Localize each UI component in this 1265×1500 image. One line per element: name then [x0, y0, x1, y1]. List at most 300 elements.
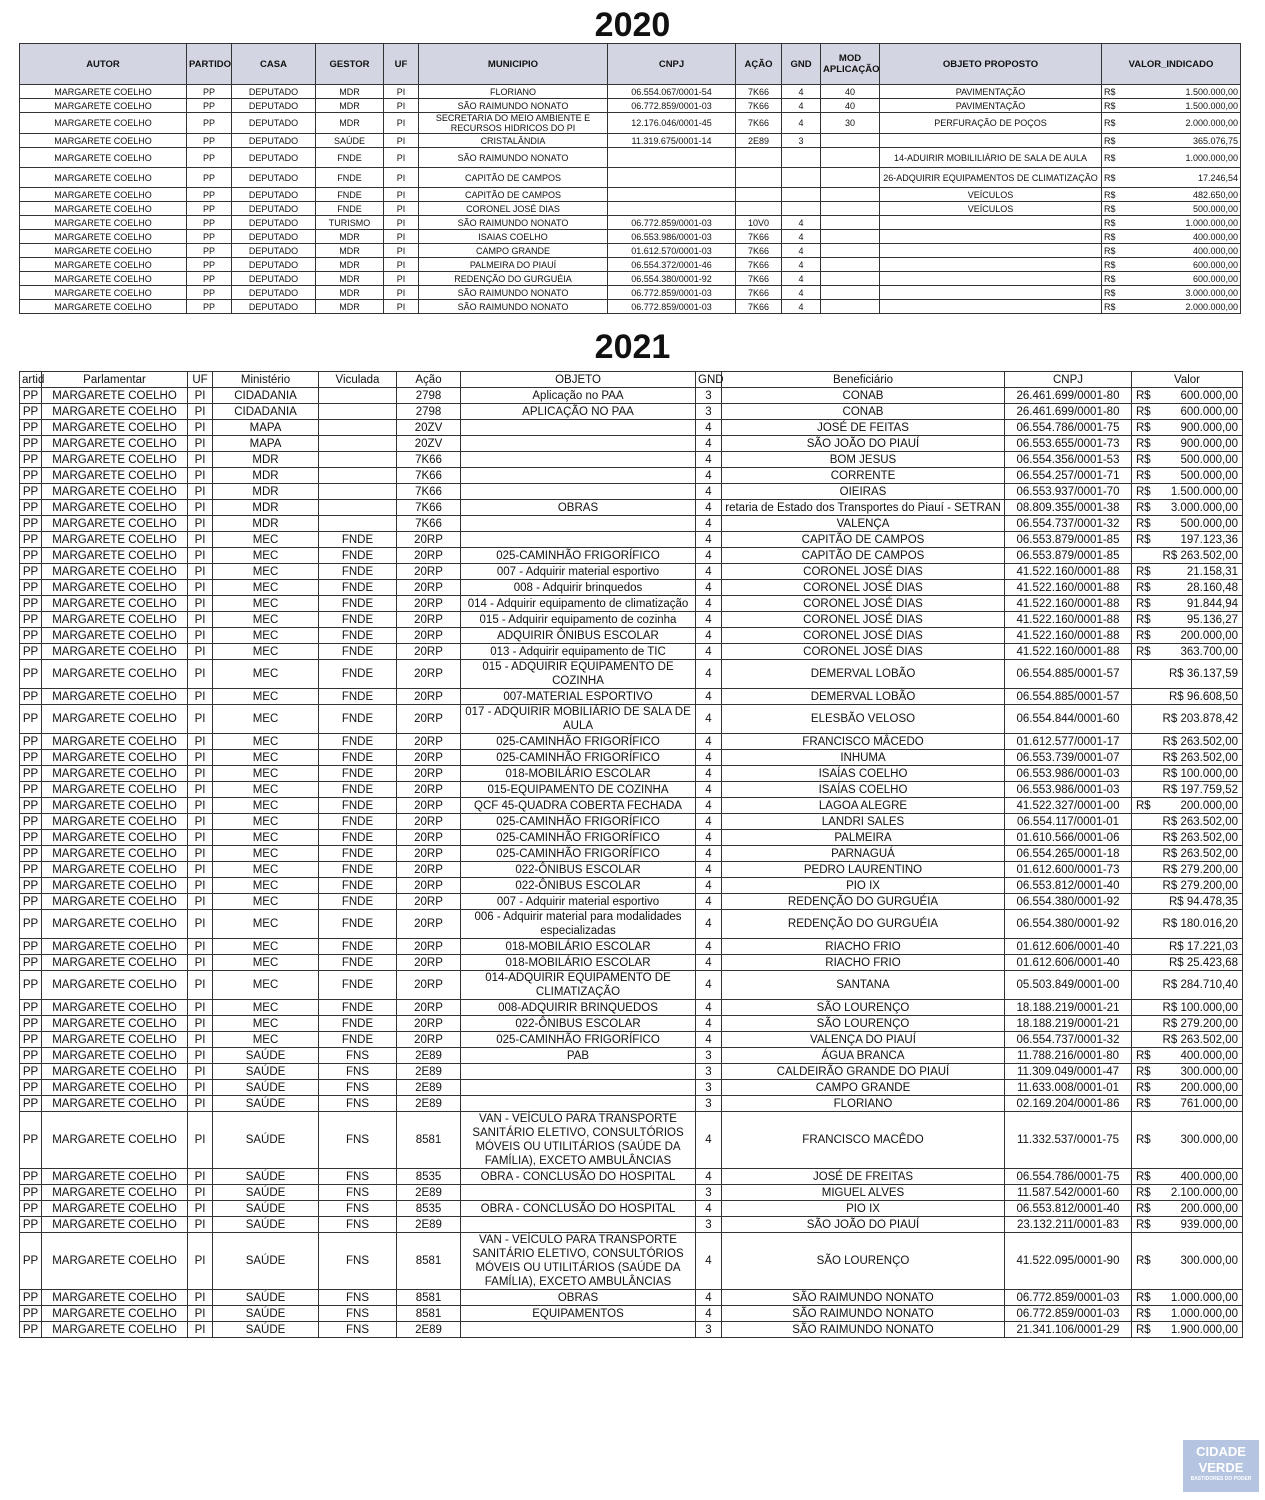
table-cell: 018-MOBILÁRIO ESCOLAR	[461, 955, 696, 971]
table-cell: CAPITÃO DE CAMPOS	[419, 168, 608, 188]
table-cell: PI	[188, 644, 213, 660]
currency-label: R$	[1136, 501, 1151, 514]
table-cell: PP	[20, 750, 42, 766]
value-cell	[1132, 484, 1243, 500]
table-cell: FNDE	[319, 689, 397, 705]
table-cell: PP	[187, 188, 232, 202]
table-cell: SÃO JOÃO DO PIAUÍ	[722, 436, 1005, 452]
table-cell: FNS	[319, 1064, 397, 1080]
table-cell: 7K66	[736, 258, 782, 272]
table-cell: PI	[188, 580, 213, 596]
table-cell: 4	[696, 548, 722, 564]
table-cell: MARGARETE COELHO	[42, 955, 188, 971]
table-row	[20, 202, 1241, 216]
table-cell: 025-CAMINHÃO FRIGORÍFICO	[461, 814, 696, 830]
value-cell	[1132, 1185, 1243, 1201]
table-cell: PI	[384, 286, 419, 300]
table-cell: MARGARETE COELHO	[20, 258, 187, 272]
table-cell: FNDE	[316, 148, 384, 168]
table-row	[20, 484, 1243, 500]
table-cell: 06.554.372/0001-46	[608, 258, 736, 272]
table-cell: 20ZV	[397, 436, 461, 452]
table-cell: PI	[384, 216, 419, 230]
table-cell: MARGARETE COELHO	[42, 1322, 188, 1338]
amount-value: R$ 25.423,68	[1168, 956, 1238, 969]
table-cell: 4	[696, 532, 722, 548]
table-cell: SANTANA	[722, 971, 1005, 1000]
table-cell: 4	[696, 644, 722, 660]
table-cell: INHUMA	[722, 750, 1005, 766]
amount-value: 300.000,00	[1180, 1134, 1238, 1146]
table-cell: 2E89	[397, 1096, 461, 1112]
table-cell: 20RP	[397, 782, 461, 798]
table-cell: PI	[188, 750, 213, 766]
table-cell: MEC	[213, 830, 319, 846]
table-cell: PI	[188, 862, 213, 878]
table-cell: JOSÉ DE FEITAS	[722, 420, 1005, 436]
table-cell: 025-CAMINHÃO FRIGORÍFICO	[461, 830, 696, 846]
table-row	[20, 286, 1241, 300]
table-cell	[319, 388, 397, 404]
table-row	[20, 1306, 1243, 1322]
table-cell	[461, 484, 696, 500]
table-cell: retaria de Estado dos Transportes do Piauí - SETRAN	[722, 500, 1005, 516]
column-header: UF	[188, 372, 213, 388]
table-cell: 4	[696, 420, 722, 436]
table-cell: FNDE	[319, 564, 397, 580]
table-cell: PP	[20, 1185, 42, 1201]
table-cell: MARGARETE COELHO	[42, 628, 188, 644]
table-cell: TURISMO	[316, 216, 384, 230]
table-cell: 20RP	[397, 878, 461, 894]
table-2020	[19, 43, 1241, 314]
table-cell: PERFURAÇÃO DE POÇOS	[880, 113, 1102, 134]
table-cell: MARGARETE COELHO	[20, 134, 187, 148]
table-cell: PP	[20, 734, 42, 750]
table-cell: MEC	[213, 971, 319, 1000]
table-cell: PI	[188, 1016, 213, 1032]
table-cell: PI	[188, 1290, 213, 1306]
table-cell: 4	[696, 596, 722, 612]
value-cell	[1132, 894, 1243, 910]
table-cell: PP	[187, 258, 232, 272]
table-cell: 06.554.885/0001-57	[1005, 660, 1132, 689]
amount-value: R$ 279.200,00	[1162, 1017, 1238, 1030]
table-cell: 4	[696, 452, 722, 468]
table-cell: 11.309.049/0001-47	[1005, 1064, 1132, 1080]
table-row	[20, 1080, 1243, 1096]
value-cell	[1132, 436, 1243, 452]
table-cell: PI	[188, 782, 213, 798]
table-cell: MEC	[213, 814, 319, 830]
amount-value: 1.000.000,00	[1185, 152, 1238, 163]
table-cell: 4	[696, 734, 722, 750]
table-cell: DEPUTADO	[232, 272, 316, 286]
table-cell: MARGARETE COELHO	[42, 468, 188, 484]
column-header: artid	[20, 372, 42, 388]
table-cell: MARGARETE COELHO	[42, 939, 188, 955]
table-cell: 4	[696, 1016, 722, 1032]
table-cell: 4	[782, 258, 821, 272]
table-cell	[821, 230, 880, 244]
table-cell: APLICAÇÃO NO PAA	[461, 404, 696, 420]
table-cell: PI	[188, 404, 213, 420]
table-cell: SAÚDE	[213, 1185, 319, 1201]
table-cell: 4	[696, 939, 722, 955]
table-cell: FNDE	[319, 580, 397, 596]
amount-value: 95.136,27	[1186, 613, 1238, 626]
table-cell: PI	[188, 1322, 213, 1338]
table-cell: PP	[20, 910, 42, 939]
table-cell: FNDE	[319, 846, 397, 862]
table-cell	[880, 286, 1102, 300]
table-cell: 06.553.879/0001-85	[1005, 548, 1132, 564]
table-cell: LANDRI SALES	[722, 814, 1005, 830]
table-cell: DEMERVAL LOBÃO	[722, 689, 1005, 705]
table-row	[20, 1217, 1243, 1233]
table-cell: ISAÍAS COELHO	[722, 782, 1005, 798]
table-cell: 4	[782, 216, 821, 230]
value-cell	[1132, 516, 1243, 532]
table-cell: FNDE	[319, 1032, 397, 1048]
table-cell: PAVIMENTAÇÃO	[880, 99, 1102, 113]
table-row	[20, 862, 1243, 878]
table-cell: MARGARETE COELHO	[20, 168, 187, 188]
table-row	[20, 1290, 1243, 1306]
table-cell: 4	[696, 878, 722, 894]
table-cell: 3	[696, 1217, 722, 1233]
table-cell: DEPUTADO	[232, 202, 316, 216]
table-cell: MARGARETE COELHO	[42, 766, 188, 782]
table-cell: MARGARETE COELHO	[42, 532, 188, 548]
table-cell: 4	[696, 894, 722, 910]
table-cell: CORONEL JOSÉ DIAS	[722, 644, 1005, 660]
table-cell: PI	[188, 734, 213, 750]
table-cell: 4	[696, 500, 722, 516]
table-cell: FNDE	[319, 814, 397, 830]
table-cell: MEC	[213, 750, 319, 766]
table-cell: MARGARETE COELHO	[42, 1306, 188, 1322]
table-cell: 08.809.355/0001-38	[1005, 500, 1132, 516]
table-cell: PI	[188, 564, 213, 580]
table-cell: MARGARETE COELHO	[42, 644, 188, 660]
table-cell: 20RP	[397, 1032, 461, 1048]
value-cell	[1132, 689, 1243, 705]
table-cell: VALENÇA	[722, 516, 1005, 532]
table-cell: FNDE	[319, 939, 397, 955]
table-cell: 8581	[397, 1306, 461, 1322]
table-cell: REDENÇÃO DO GURGUÉIA	[419, 272, 608, 286]
value-cell	[1102, 286, 1241, 300]
table-cell: MDR	[316, 230, 384, 244]
table-cell	[319, 420, 397, 436]
table-cell	[821, 216, 880, 230]
table-row	[20, 468, 1243, 484]
amount-value: 21.158,31	[1186, 565, 1238, 578]
value-cell	[1132, 1290, 1243, 1306]
table-cell: FNDE	[316, 168, 384, 188]
table-cell: 007 - Adquirir material esportivo	[461, 564, 696, 580]
currency-label: R$	[1104, 203, 1116, 214]
table-cell: CAPITÃO DE CAMPOS	[419, 188, 608, 202]
table-cell: PP	[20, 564, 42, 580]
table-cell: MEC	[213, 862, 319, 878]
table-cell: 8581	[397, 1233, 461, 1290]
value-cell	[1102, 230, 1241, 244]
amount-value: R$ 263.502,00	[1162, 751, 1238, 764]
table-cell: SAÚDE	[213, 1096, 319, 1112]
table-cell: 06.772.859/0001-03	[608, 216, 736, 230]
table-cell: 2798	[397, 388, 461, 404]
amount-value: 300.000,00	[1180, 1255, 1238, 1267]
table-cell: FNS	[319, 1048, 397, 1064]
table-cell: 4	[782, 99, 821, 113]
currency-label: R$	[1136, 1097, 1151, 1110]
table-row	[20, 644, 1243, 660]
table-cell: SÃO LOURENÇO	[722, 1016, 1005, 1032]
value-cell	[1102, 168, 1241, 188]
table-cell: MARGARETE COELHO	[42, 1096, 188, 1112]
table-cell: MEC	[213, 689, 319, 705]
table-cell: 015 - Adquirir equipamento de cozinha	[461, 612, 696, 628]
table-cell: MARGARETE COELHO	[20, 286, 187, 300]
currency-label: R$	[1136, 405, 1151, 418]
table-row	[20, 564, 1243, 580]
table-cell: 7K66	[397, 500, 461, 516]
table-cell: MEC	[213, 612, 319, 628]
table-row	[20, 628, 1243, 644]
currency-label: R$	[1136, 799, 1151, 812]
table-cell: PP	[20, 404, 42, 420]
table-cell: MARGARETE COELHO	[42, 660, 188, 689]
table-cell: PP	[20, 468, 42, 484]
table-cell: PP	[20, 814, 42, 830]
value-cell	[1132, 564, 1243, 580]
table-cell: FNDE	[319, 798, 397, 814]
table-row	[20, 750, 1243, 766]
amount-value: 900.000,00	[1180, 437, 1238, 450]
table-cell: 05.503.849/0001-00	[1005, 971, 1132, 1000]
table-row	[20, 910, 1243, 939]
value-cell	[1132, 955, 1243, 971]
table-cell: MARGARETE COELHO	[42, 1112, 188, 1169]
table-cell: DEPUTADO	[232, 188, 316, 202]
column-header: CASA	[232, 44, 316, 85]
table-cell: 4	[782, 286, 821, 300]
table-row	[20, 1096, 1243, 1112]
table-cell: 017 - ADQUIRIR MOBILIÁRIO DE SALA DE AULA	[461, 705, 696, 734]
table-cell: 20RP	[397, 846, 461, 862]
table-cell	[461, 420, 696, 436]
table-cell: 06.554.117/0001-01	[1005, 814, 1132, 830]
currency-label: R$	[1136, 581, 1151, 594]
table-cell: 3	[782, 134, 821, 148]
table-cell: PP	[20, 689, 42, 705]
table-cell: BOM JESUS	[722, 452, 1005, 468]
year-2020-heading: 2020	[594, 6, 671, 44]
column-header: AÇÃO	[736, 44, 782, 85]
table-cell: SAÚDE	[213, 1169, 319, 1185]
table-cell: 30	[821, 113, 880, 134]
table-cell: PI	[188, 484, 213, 500]
table-cell: 20RP	[397, 734, 461, 750]
table-cell	[782, 188, 821, 202]
table-cell	[461, 1217, 696, 1233]
amount-value: R$ 197.759,52	[1162, 783, 1238, 796]
table-cell: PI	[188, 830, 213, 846]
amount-value: 365.076,75	[1192, 135, 1238, 146]
table-cell: MARGARETE COELHO	[20, 216, 187, 230]
table-cell: PP	[187, 244, 232, 258]
table-cell: PI	[188, 1185, 213, 1201]
table-cell: MEC	[213, 1032, 319, 1048]
value-cell	[1132, 798, 1243, 814]
amount-value: 1.000.000,00	[1185, 217, 1238, 228]
table-cell: FNDE	[319, 628, 397, 644]
table-row	[20, 878, 1243, 894]
table-cell: 20RP	[397, 814, 461, 830]
table-cell: 015-EQUIPAMENTO DE COZINHA	[461, 782, 696, 798]
amount-value: R$ 263.502,00	[1162, 815, 1238, 828]
value-cell	[1132, 1064, 1243, 1080]
table-cell: 02.169.204/0001-86	[1005, 1096, 1132, 1112]
table-cell: 23.132.211/0001-83	[1005, 1217, 1132, 1233]
amount-value: R$ 263.502,00	[1162, 847, 1238, 860]
table-cell: PI	[188, 1080, 213, 1096]
table-cell: CAPITÃO DE CAMPOS	[722, 532, 1005, 548]
table-cell	[319, 484, 397, 500]
table-cell: PI	[188, 910, 213, 939]
table-cell: MEC	[213, 596, 319, 612]
table-cell: PP	[20, 532, 42, 548]
table-cell	[736, 148, 782, 168]
amount-value: R$ 263.502,00	[1162, 735, 1238, 748]
table-cell: 41.522.160/0001-88	[1005, 644, 1132, 660]
table-row	[20, 939, 1243, 955]
table-cell: PI	[188, 814, 213, 830]
table-cell: VALENÇA DO PIAUÍ	[722, 1032, 1005, 1048]
table-cell: MARGARETE COELHO	[42, 404, 188, 420]
value-cell	[1132, 1306, 1243, 1322]
table-cell: 20RP	[397, 830, 461, 846]
table-cell: PI	[384, 168, 419, 188]
table-cell: 3	[696, 1064, 722, 1080]
table-cell: 4	[782, 230, 821, 244]
currency-label: R$	[1136, 517, 1151, 530]
column-header: GESTOR	[316, 44, 384, 85]
table-cell: 4	[696, 1169, 722, 1185]
value-cell	[1132, 420, 1243, 436]
table-cell: PP	[20, 798, 42, 814]
value-cell	[1102, 85, 1241, 99]
amount-value: 1.000.000,00	[1170, 1307, 1238, 1320]
table-cell: 025-CAMINHÃO FRIGORÍFICO	[461, 734, 696, 750]
column-header: OBJETO	[461, 372, 696, 388]
table-cell: PI	[188, 689, 213, 705]
table-cell: PARNAGUÁ	[722, 846, 1005, 862]
currency-label: R$	[1136, 1170, 1151, 1183]
table-cell: 01.610.566/0001-06	[1005, 830, 1132, 846]
table-cell: FNS	[319, 1185, 397, 1201]
table-cell: MDR	[316, 258, 384, 272]
table-cell: CONAB	[722, 388, 1005, 404]
value-cell	[1102, 272, 1241, 286]
table-cell: SAÚDE	[213, 1064, 319, 1080]
table-cell: 2E89	[736, 134, 782, 148]
table-cell: 20RP	[397, 955, 461, 971]
table-cell: 7K66	[397, 452, 461, 468]
table-row	[20, 955, 1243, 971]
table-cell: VEÍCULOS	[880, 188, 1102, 202]
table-cell: PI	[188, 1032, 213, 1048]
table-cell: PI	[188, 878, 213, 894]
amount-value: 2.100.000,00	[1170, 1186, 1238, 1199]
table-cell: MARGARETE COELHO	[20, 244, 187, 258]
amount-value: 200.000,00	[1180, 1081, 1238, 1094]
table-cell: MARGARETE COELHO	[42, 1080, 188, 1096]
table-cell: PP	[20, 580, 42, 596]
value-cell	[1132, 1169, 1243, 1185]
table-cell: FNS	[319, 1201, 397, 1217]
table-cell: 4	[696, 660, 722, 689]
table-cell	[821, 300, 880, 314]
table-cell	[782, 148, 821, 168]
table-cell: MARGARETE COELHO	[42, 548, 188, 564]
table-cell: 4	[696, 689, 722, 705]
table-cell: PI	[188, 1048, 213, 1064]
table-cell: CAMPO GRANDE	[419, 244, 608, 258]
table-cell: VAN - VEÍCULO PARA TRANSPORTE SANITÁRIO ELETIVO, CONSULTÓRIOS MÓVEIS OU UTILITÁRIOS (SAÚDE DA FAMÍLIA), EXCETO AMBULÂNCIAS	[461, 1233, 696, 1290]
value-cell	[1102, 258, 1241, 272]
amount-value: 400.000,00	[1192, 245, 1238, 256]
table-cell	[782, 202, 821, 216]
table-cell: 014 - Adquirir equipamento de climatização	[461, 596, 696, 612]
amount-value: 600.000,00	[1180, 389, 1238, 402]
table-cell: 007-MATERIAL ESPORTIVO	[461, 689, 696, 705]
table-cell: MDR	[316, 85, 384, 99]
value-cell	[1132, 878, 1243, 894]
table-row	[20, 596, 1243, 612]
table-cell: PP	[187, 216, 232, 230]
table-cell: SAÚDE	[213, 1306, 319, 1322]
table-cell: FNS	[319, 1096, 397, 1112]
value-cell	[1102, 99, 1241, 113]
table-cell: LAGOA ALEGRE	[722, 798, 1005, 814]
table-cell: MARGARETE COELHO	[42, 516, 188, 532]
table-cell: MARGARETE COELHO	[42, 1201, 188, 1217]
table-cell: MAPA	[213, 436, 319, 452]
table-cell: 4	[782, 300, 821, 314]
value-cell	[1132, 782, 1243, 798]
value-cell	[1132, 814, 1243, 830]
table-cell: PI	[188, 798, 213, 814]
table-cell: MDR	[213, 452, 319, 468]
amount-value: 400.000,00	[1192, 231, 1238, 242]
currency-label: R$	[1136, 597, 1151, 610]
table-cell: PP	[20, 596, 42, 612]
table-cell: FNDE	[319, 910, 397, 939]
table-cell: MARGARETE COELHO	[42, 846, 188, 862]
amount-value: 1.000.000,00	[1170, 1291, 1238, 1304]
table-cell: MEC	[213, 548, 319, 564]
table-cell: MARGARETE COELHO	[42, 1185, 188, 1201]
table-cell: OBRAS	[461, 500, 696, 516]
table-cell: 41.522.160/0001-88	[1005, 612, 1132, 628]
table-cell: MAPA	[213, 420, 319, 436]
table-cell: MARGARETE COELHO	[42, 1290, 188, 1306]
table-cell: CORONEL JOSÉ DIAS	[722, 628, 1005, 644]
table-cell: MARGARETE COELHO	[42, 782, 188, 798]
